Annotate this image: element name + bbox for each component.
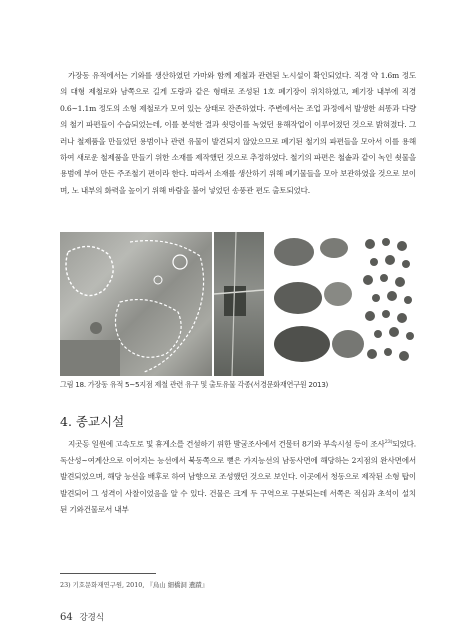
- furnace-photo: [214, 232, 264, 376]
- artifact-photos: [266, 232, 416, 376]
- figure-caption: 그림 18. 가장동 유적 5~5지점 제철 관련 유구 및 출토유물 각종(서경문화재연구원 2013): [60, 380, 329, 389]
- page-footer: [60, 611, 104, 623]
- footnote: 23) 기호문화재연구원, 2010, 『烏山 細橋洞 遺蹟』: [60, 581, 209, 589]
- excavation-outline-drawing: [60, 232, 212, 376]
- paragraph-2-start: 지곳동 일원에 고속도로 및 휴게소를 건설하기 위한 발굴조사에서 건물터 8기와 부속시설 등이 조사: [68, 439, 385, 449]
- footnote-divider: [60, 573, 156, 574]
- body-paragraph-1: 가장동 유적에서는 기와를 생산하였던 가마와 함께 제철과 관련된 노시설이 확인되었다. 직경 약 1.6m 정도의 대형 제철로와 남쪽으로 길게 도랑과 같은 형태로 조성된 1호 폐기장이 위치하였고, 폐기장 내부에 직경 0.6~1.1m 정도의 소형 제철로가 모여 있는 상태로 잔존하였다. 주변에서는 조업 과정에서 발생한 쇠똥과 다량의 철기 파편들이 수습되었는데, 이를 분석한 결과 쇳덩이를 녹였던 용해작업이 이루어졌던 것으로 밝혀졌다. 그러나 철제품을 만들었던 용범이나 관련 유물이 발견되지 않았으므로 폐기된 철기의 파편들을 모아서 이를 용해하여 새로운 철제품을 만들기 위한 소재를 제작했던 것으로 추정하였다. 철기의 파편은 철솥과 같이 녹인 쇳물을 용범에 부어 만든 주조철기 편이라 한다. 따라서 소재를 생산하기 위해 폐기물들을 모아 보관하였을 것으로 보이며, 노 내부의 화력을 높이기 위해 바람을 불어 넣었던 송풍관 편도 출토되었다.: [60, 71, 416, 195]
- footnote-reference: 23): [384, 439, 393, 445]
- page-number: 64: [60, 612, 73, 623]
- body-paragraph-2: [60, 434, 416, 519]
- paragraph-2-rest: 되었다. 독산성~여계산으로 이어지는 능선에서 북동쪽으로 뻗은 가지능선의 남동사면에 해당하는 2지점의 완사면에서 발견되었으며, 해당 능선을 배후로 하여 남향으로 조성했던 것으로 보인다. 이곳에서 청동으로 제작된 소형 탑이 발견되어 그 성격이 사찰이었음을 알 수 있다. 건물은 크게 두 구역으로 구분되는데 서쪽은 적심과 초석이 설치된 기와건물로서 내부: [60, 439, 416, 515]
- section-heading: 4. 종교시설: [60, 414, 125, 429]
- figure-18: [60, 232, 416, 376]
- excavation-photo: [60, 232, 212, 376]
- running-footer: 강경식: [79, 613, 105, 623]
